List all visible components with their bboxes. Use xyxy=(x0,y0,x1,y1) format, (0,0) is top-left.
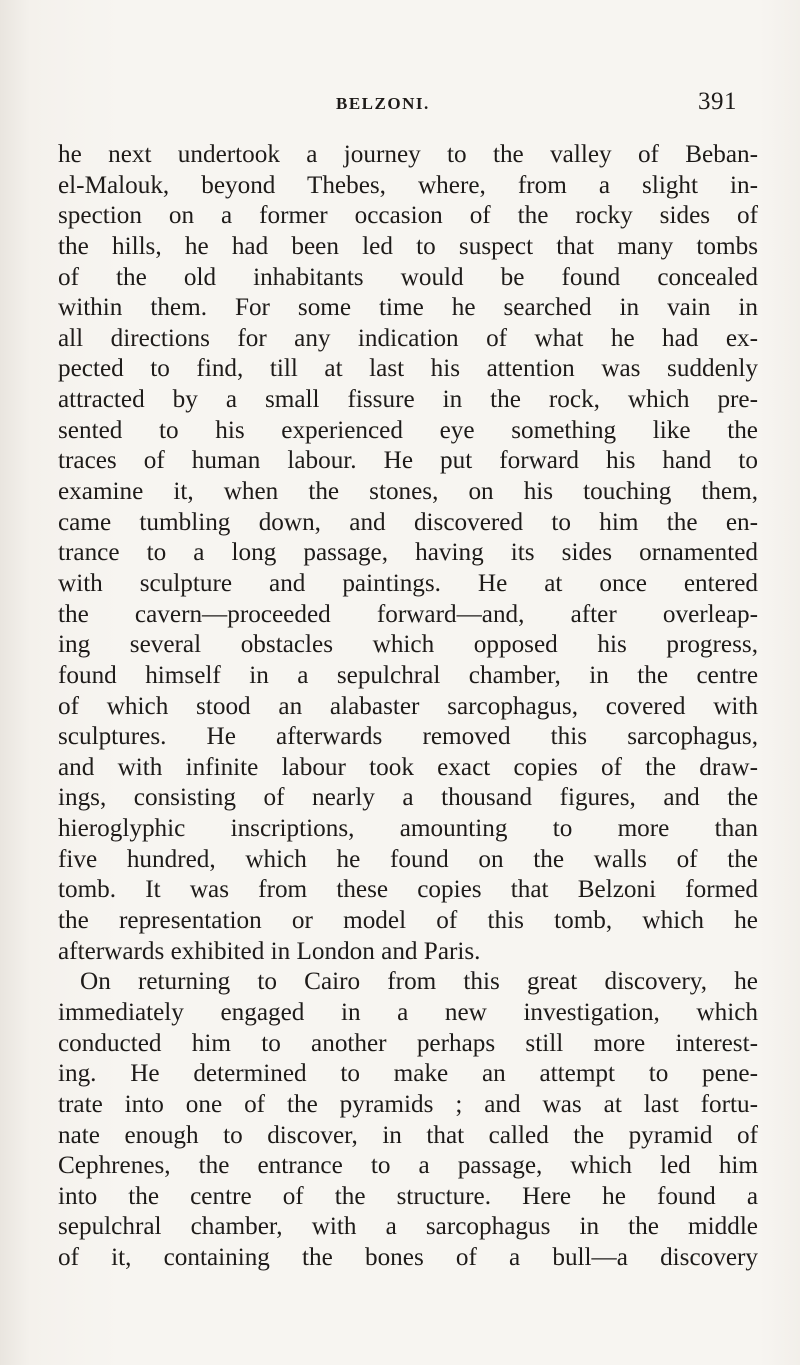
text-line: of the old inhabitants would be found concealed xyxy=(58,263,758,291)
text-line: sented to his experienced eye something like the xyxy=(58,416,758,444)
running-head xyxy=(0,88,800,118)
text-line: the representation or model of this tomb, which he xyxy=(58,907,758,935)
page-number: 391 xyxy=(698,88,737,115)
text-line: of it, containing the bones of a bull—a discovery xyxy=(58,1244,758,1272)
text-line: spection on a former occasion of the rocky sides of xyxy=(58,202,758,230)
text-line: and with infinite labour took exact copies of the draw- xyxy=(58,753,758,781)
text-line: nate enough to discover, in that called the pyramid of xyxy=(58,1121,758,1149)
text-line: trate into one of the pyramids ; and was at last fortu- xyxy=(58,1090,758,1118)
text-line: Cephrenes, the entrance to a passage, which led him xyxy=(58,1152,758,1180)
text-line: tomb. It was from these copies that Belzoni formed xyxy=(58,876,758,904)
text-line: ing several obstacles which opposed his progress, xyxy=(58,631,758,659)
text-line: ings, consisting of nearly a thousand figures, and the xyxy=(58,784,758,812)
text-line: the hills, he had been led to suspect that many tombs xyxy=(58,232,758,260)
text-line: came tumbling down, and discovered to him the en- xyxy=(58,508,758,536)
text-line: hieroglyphic inscriptions, amounting to more than xyxy=(58,815,758,843)
text-line: found himself in a sepulchral chamber, in the centre xyxy=(58,661,758,689)
text-line: into the centre of the structure. Here he found a xyxy=(58,1182,758,1210)
text-line: he next undertook a journey to the valley of Beban- xyxy=(58,141,758,168)
body-text xyxy=(58,140,758,1274)
text-line: trance to a long passage, having its sides ornamented xyxy=(58,539,758,567)
text-line: the cavern—proceeded forward—and, after overleap- xyxy=(58,600,758,628)
text-line: within them. For some time he searched in vain in xyxy=(58,294,758,322)
text-line: attracted by a small fissure in the rock, which pre- xyxy=(58,386,758,414)
text-line: pected to find, till at last his attention was suddenly xyxy=(58,355,758,383)
text-line: with sculpture and paintings. He at once entered xyxy=(58,569,758,597)
running-title: BELZONI. xyxy=(336,94,430,113)
text-line: five hundred, which he found on the walls of the xyxy=(58,845,758,873)
paragraph-start-line: On returning to Cairo from this great discovery, he xyxy=(80,968,758,996)
text-line: examine it, when the stones, on his touching them, xyxy=(58,478,758,506)
text-line: ing. He determined to make an attempt to pene- xyxy=(58,1060,758,1088)
text-line: of which stood an alabaster sarcophagus, covered with xyxy=(58,692,758,720)
text-line: sculptures. He afterwards removed this sarcophagus, xyxy=(58,723,758,751)
text-line: all directions for any indication of what he had ex- xyxy=(58,324,758,352)
text-line: immediately engaged in a new investigation, which xyxy=(58,998,758,1026)
paragraph-end-line: afterwards exhibited in London and Paris. xyxy=(58,937,481,965)
text-line: sepulchral chamber, with a sarcophagus in the middle xyxy=(58,1213,758,1241)
text-line: el-Malouk, beyond Thebes, where, from a slight in- xyxy=(58,171,758,199)
text-line: conducted him to another perhaps still more interest- xyxy=(58,1029,758,1057)
text-line: traces of human labour. He put forward his hand to xyxy=(58,447,758,475)
